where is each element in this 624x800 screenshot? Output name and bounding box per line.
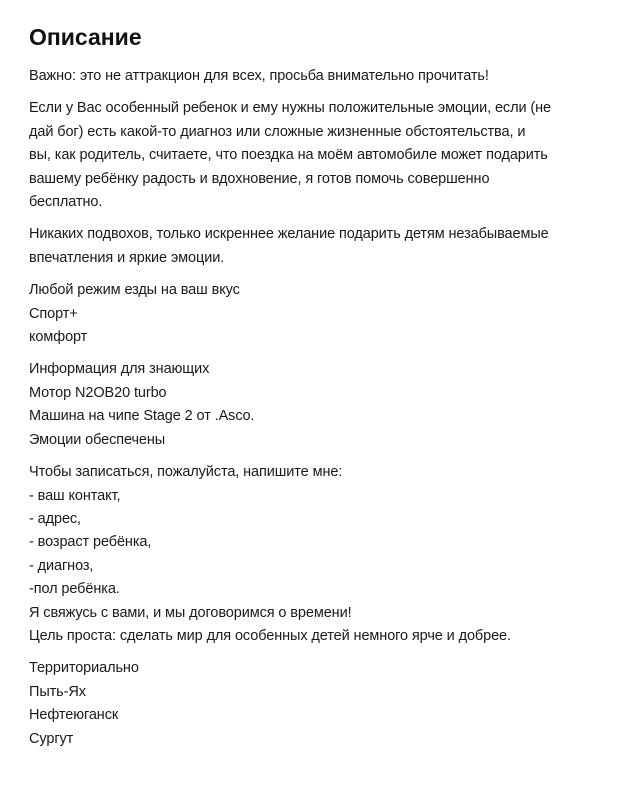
paragraph-line: Территориально xyxy=(29,660,139,677)
paragraph-line: бесплатно. xyxy=(29,194,103,211)
paragraph-line: Спорт+ xyxy=(29,305,78,322)
paragraph-line: Сургут xyxy=(29,730,74,747)
paragraph-line: Если у Вас особенный ребенок и ему нужны положительные эмоции, если (не xyxy=(29,100,551,117)
paragraph-line: - возраст ребёнка, xyxy=(29,534,152,551)
paragraph-line: Машина на чипе Stage 2 от .Asco. xyxy=(29,408,255,425)
paragraph-line: -пол ребёнка. xyxy=(29,581,120,598)
description-paragraph xyxy=(29,358,614,452)
description-paragraph xyxy=(29,279,614,349)
paragraph-line: впечатления и яркие эмоции. xyxy=(29,249,225,266)
paragraph-line: вашему ребёнку радость и вдохновение, я готов помочь совершенно xyxy=(29,170,490,187)
paragraph-line: Я свяжусь с вами, и мы договоримся о времени! xyxy=(29,604,352,621)
paragraph-line: дай бог) есть какой-то диагноз или сложные жизненные обстоятельства, и xyxy=(29,123,526,140)
paragraph-line: комфорт xyxy=(29,329,88,346)
description-paragraph xyxy=(29,223,614,270)
paragraph-line: - диагноз, xyxy=(29,557,94,574)
paragraph-line: Важно: это не аттракцион для всех, просьба внимательно прочитать! xyxy=(29,68,489,84)
paragraph-line: Любой режим езды на ваш вкус xyxy=(29,282,240,299)
paragraph-line: Информация для знающих xyxy=(29,361,210,378)
description-paragraph xyxy=(29,65,614,88)
paragraph-line: Мотор N2OB20 turbo xyxy=(29,384,167,401)
paragraph-line: Нефтеюганск xyxy=(29,707,119,724)
paragraph-line: Никаких подвохов, только искреннее желание подарить детям незабываемые xyxy=(29,226,549,243)
paragraph-line: вы, как родитель, считаете, что поездка на моём автомобиле может подарить xyxy=(29,147,548,164)
paragraph-line: Пыть-Ях xyxy=(29,683,86,700)
paragraph-line: - адрес, xyxy=(29,510,81,527)
description-paragraph xyxy=(29,97,614,214)
paragraph-line: Цель проста: сделать мир для особенных детей немного ярче и добрее. xyxy=(29,627,511,644)
description-section xyxy=(29,22,614,760)
section-title: Описание xyxy=(29,24,142,50)
paragraph-line: - ваш контакт, xyxy=(29,487,121,504)
description-body xyxy=(29,65,614,751)
description-paragraph xyxy=(29,657,614,751)
paragraph-line: Чтобы записаться, пожалуйста, напишите мне: xyxy=(29,464,343,481)
paragraph-line: Эмоции обеспечены xyxy=(29,431,166,448)
description-paragraph xyxy=(29,461,614,648)
